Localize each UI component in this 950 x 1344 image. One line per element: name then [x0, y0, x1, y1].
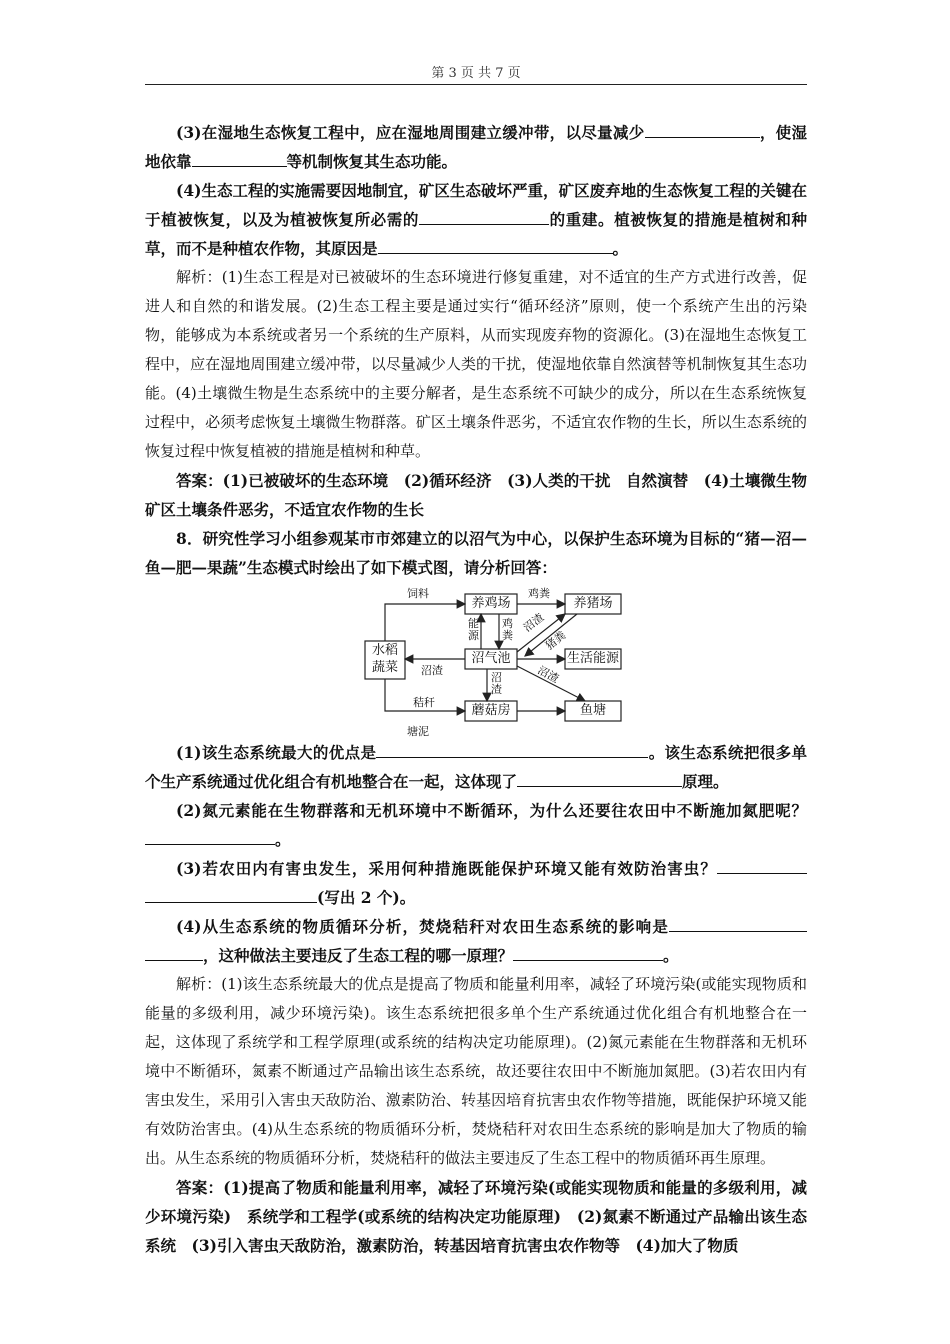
q8-p3-text-a: (3)若农田内有害虫发生，采用何种措施既能保护环境又能有效防治害虫？	[176, 859, 717, 878]
label-pond-mud: 塘泥	[407, 725, 429, 738]
q7-p4-text-c: 。	[612, 239, 629, 258]
box-biogas-label: 沼气池	[471, 651, 511, 666]
arrow-feed	[385, 604, 465, 641]
q7-part4	[145, 176, 807, 263]
q8-answer: 答案：(1)提高了物质和能量利用率，减轻了环境污染(或能实现物质和能量的多级利用，减少环境污染) 系统学和工程学(或系统的结构决定功能原理) (2)氮素不断通过产品输出该生态系统 (3)引入害虫天敌防治，激素防治，转基因培育抗害虫农作物等 (4)加大了物质	[145, 1178, 807, 1255]
blank	[717, 857, 807, 874]
q7-p3-text-c: 等机制恢复其生态功能。	[286, 152, 458, 171]
label-residue-left: 沼渣	[421, 664, 443, 677]
label-straw: 秸秆	[413, 696, 435, 709]
eco-mode-diagram	[145, 586, 807, 738]
q7-part3	[145, 118, 807, 176]
blank	[419, 208, 549, 225]
blank	[513, 944, 663, 961]
q8-analysis: 解析：(1)该生态系统最大的优点是提高了物质和能量利用率，减轻了环境污染(或能实现物质和能量的多级利用，减少环境污染)。该生态系统把很多单个生产系统通过优化组合有机地整合在一起，这体现了系统学和工程学原理(或系统的结构决定功能原理)。(2)氮元素能在生物群落和无机环境中不断循环，氮素不断通过产品输出该生态系统，故还要往农田中不断施加氮肥。(3)若农田内有害虫发生，采用引入害虫天敌防治、激素防治、转基因培育抗害虫农作物等措施，既能保护环境又能有效防治害虫。(4)从生态系统的物质循环分析，焚烧秸秆对农田生态系统的影响是加大了物质的输出。从生态系统的物质循环分析，焚烧秸秆的做法主要违反了生态工程中的物质循环再生原理。	[145, 975, 807, 1167]
blank	[145, 944, 203, 961]
q8-p4-text-a: (4)从生态系统的物质循环分析，焚烧秸秆对农田生态系统的影响是	[176, 917, 669, 936]
q8-p4-text-c: 。	[663, 946, 679, 965]
q8-part2	[145, 796, 807, 854]
q8-p1-text-b: 。该生态系统把很多单个生产系统通过优化组合有机地整合在一起，这体现了	[145, 743, 807, 791]
label-residue-1: 沼渣	[521, 610, 547, 635]
q7-p3-text-b: ，使湿地依靠	[145, 123, 807, 171]
q7-p3-text-a: (3)在湿地生态恢复工程中，应在湿地周围建立缓冲带，以尽量减少	[176, 123, 645, 142]
blank	[145, 828, 275, 845]
box-energy-label: 生活能源	[566, 651, 619, 666]
header-rule	[145, 84, 807, 85]
label-feed: 饲料	[407, 587, 429, 600]
q7-answer: 答案：(1)已被破坏的生态环境 (2)循环经济 (3)人类的干扰 自然演替 (4)土壤微生物 矿区土壤条件恶劣，不适宜农作物的生长	[145, 471, 823, 519]
box-fish-label: 鱼塘	[579, 703, 606, 718]
q8-p2-text-b: 。	[275, 830, 291, 849]
q8-part4	[145, 912, 807, 970]
q8-p3-text-b: (写出 2 个)。	[317, 888, 416, 907]
blank	[376, 741, 648, 758]
box-rice-label: 水稻蔬菜	[371, 643, 398, 675]
label-energy-src: 能源	[468, 617, 479, 642]
q8-intro: 8．研究性学习小组参观某市市郊建立的以沼气为中心，以保护生态环境为目标的“猪—沼—鱼—肥—果蔬”生态模式时绘出了如下模式图，请分析回答：	[145, 529, 807, 577]
q8-part3	[145, 854, 807, 912]
q8-p2-text-a: (2)氮元素能在生物群落和无机环境中不断循环，为什么还要往农田中不断施加氮肥呢？	[176, 801, 807, 820]
blank	[517, 770, 682, 787]
blank	[145, 886, 317, 903]
blank	[669, 915, 807, 932]
label-chicken-manure: 鸡粪	[528, 587, 550, 600]
box-mushroom-label: 蘑菇房	[471, 703, 511, 718]
q8-p1-text-a: (1)该生态系统最大的优点是	[176, 743, 377, 762]
q7-p4-text-b: 的重建。植被恢复的措施是植树和种草，而不是种植农作物，其原因是	[145, 210, 807, 258]
box-pig-label: 养猪场	[573, 596, 613, 611]
label-chicken-manure-v: 鸡粪	[502, 617, 513, 642]
q8-part1	[145, 738, 807, 796]
q8-p4-text-b: ，这种做法主要违反了生态工程的哪一原理？	[203, 946, 514, 965]
box-chicken-label: 养鸡场	[471, 596, 511, 611]
label-residue-down: 沼渣	[491, 671, 502, 696]
q8-p1-text-c: 原理。	[682, 772, 729, 791]
blank	[645, 121, 760, 138]
document-body	[145, 118, 823, 1260]
blank	[192, 150, 287, 167]
page-header: 第 3 页 共 7 页	[431, 66, 521, 81]
q7-analysis: 解析：(1)生态工程是对已被破坏的生态环境进行修复重建，对不适宜的生产方式进行改善，促进人和自然的和谐发展。(2)生态工程主要是通过实行“循环经济”原则，使一个系统产生出的污染物，能够成为本系统或者另一个系统的生产原料，从而实现废弃物的资源化。(3)在湿地生态恢复工程中，应在湿地周围建立缓冲带，以尽量减少人类的干扰，使湿地依靠自然演替等机制恢复其生态功能。(4)土壤微生物是生态系统中的主要分解者，是生态系统不可缺少的成分，所以在生态系统恢复过程中，必须考虑恢复土壤微生物群落。矿区土壤条件恶劣，不适宜农作物的生长，所以生态系统的恢复过程中恢复植被的措施是植树和种草。	[145, 268, 807, 460]
label-residue-fish: 沼渣	[535, 663, 561, 686]
blank	[378, 237, 613, 254]
label-pig-manure: 猪粪	[543, 628, 569, 653]
q7-p4-text-a: (4)生态工程的实施需要因地制宜，矿区生态破坏严重，矿区废弃地的生态恢复工程的关键在于植被恢复，以及为植被恢复所必需的	[145, 181, 807, 229]
